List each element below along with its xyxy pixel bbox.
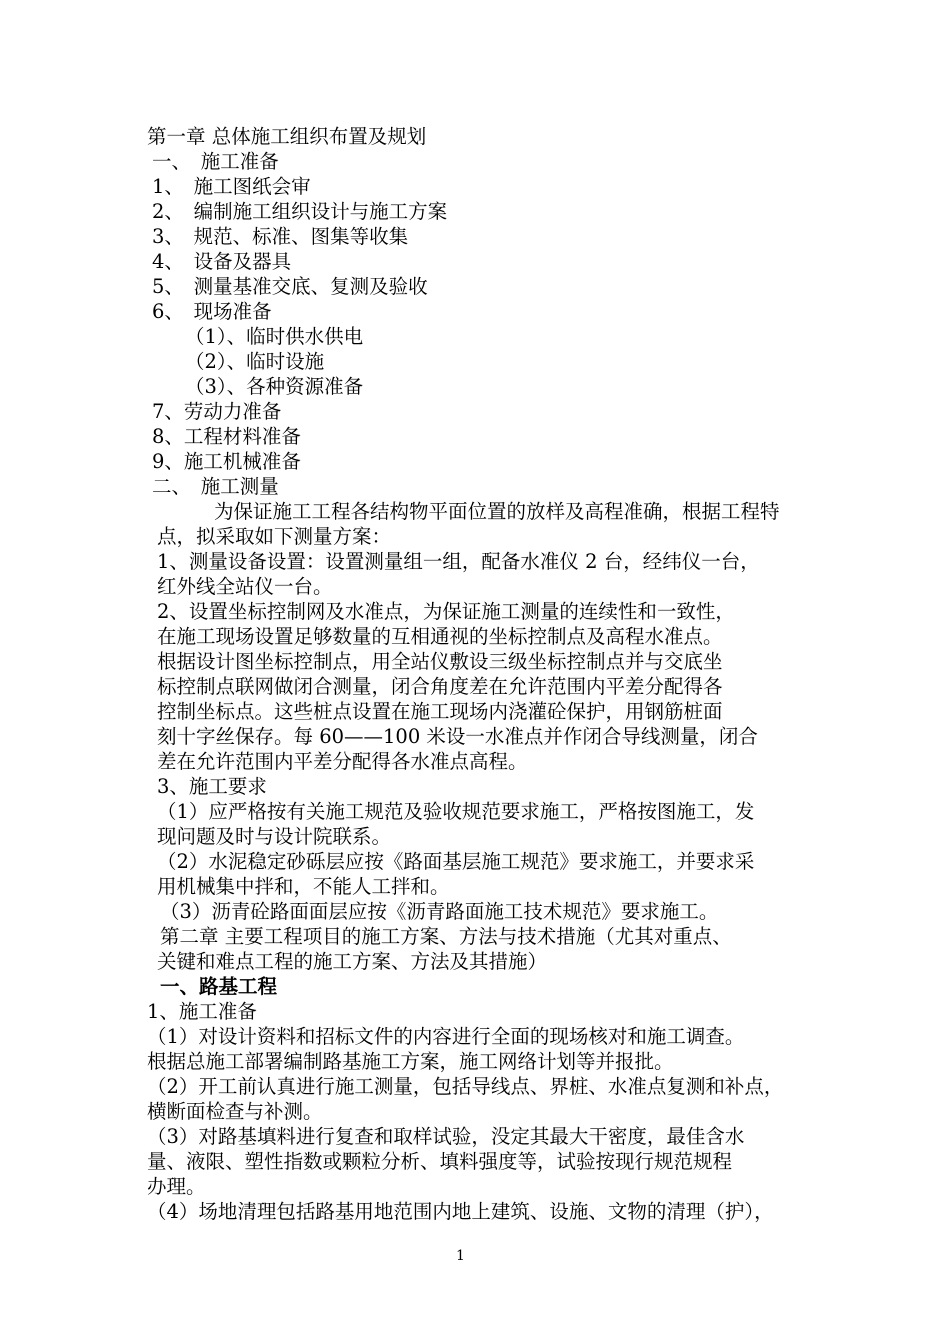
paragraph-line: 点，拟采取如下测量方案：: [157, 525, 392, 548]
chapter-1-title: 第一章 总体施工组织布置及规划: [147, 125, 427, 148]
paragraph-line: 红外线全站仪一台。: [157, 575, 333, 598]
paragraph-line: 量、液限、塑性指数或颗粒分析、填料强度等，试验按现行规范规程: [147, 1150, 733, 1173]
paragraph-line: 在施工现场设置足够数量的互相通视的坐标控制点及高程水准点。: [157, 625, 723, 648]
page-number: 1: [456, 1248, 465, 1264]
sub-list-item: （1）、临时供水供电: [185, 325, 364, 348]
list-item: 2、 编制施工组织设计与施工方案: [152, 200, 448, 223]
list-item: 1、 施工图纸会审: [152, 175, 311, 198]
paragraph-line: 标控制点联网做闭合测量，闭合角度差在允许范围内平差分配得各: [157, 675, 723, 698]
paragraph-line: 横断面检查与补测。: [147, 1100, 323, 1123]
list-item: 4、 设备及器具: [152, 250, 292, 273]
paragraph-line: 办理。: [147, 1175, 206, 1198]
paragraph-line: 用机械集中拌和，不能人工拌和。: [157, 875, 450, 898]
paragraph-line: 刻十字丝保存。每 60——100 米设一水准点并作闭合导线测量，闭合: [157, 725, 758, 748]
paragraph-line: （3）对路基填料进行复查和取样试验，没定其最大干密度，最佳含水: [147, 1125, 745, 1148]
section-heading: 一、路基工程: [160, 975, 278, 998]
paragraph-line: （1）对设计资料和招标文件的内容进行全面的现场核对和施工调查。: [147, 1025, 745, 1048]
subheading: 3、施工要求: [157, 775, 267, 798]
paragraph-line: 根据总施工部署编制路基施工方案，施工网络计划等并报批。: [147, 1050, 674, 1073]
paragraph-line: 为保证施工工程各结构物平面位置的放样及高程准确，根据工程特: [214, 500, 780, 523]
paragraph-line: 差在允许范围内平差分配得各水准点高程。: [157, 750, 528, 773]
paragraph-line: （2）开工前认真进行施工测量，包括导线点、界桩、水准点复测和补点，: [147, 1075, 784, 1098]
list-item: 6、 现场准备: [152, 300, 272, 323]
subheading: 1、施工准备: [147, 1000, 257, 1023]
chapter-2-title: 关键和难点工程的施工方案、方法及其措施）: [157, 950, 548, 973]
list-item: 8、工程材料准备: [152, 425, 301, 448]
paragraph-line: （3）沥青砼路面面层应按《沥青路面施工技术规范》要求施工。: [160, 900, 719, 923]
sub-list-item: （3）、各种资源准备: [185, 375, 364, 398]
list-item: 3、 规范、标准、图集等收集: [152, 225, 409, 248]
paragraph-line: （1）应严格按有关施工规范及验收规范要求施工，严格按图施工，发: [157, 800, 755, 823]
paragraph-line: 控制坐标点。这些桩点设置在施工现场内浇灌砼保护，用钢筋桩面: [157, 700, 723, 723]
section-1-heading: 一、 施工准备: [152, 150, 279, 173]
list-item: 9、施工机械准备: [152, 450, 301, 473]
list-item: 7、劳动力准备: [152, 400, 282, 423]
paragraph-line: 根据设计图坐标控制点，用全站仪敷设三级坐标控制点并与交底坐: [157, 650, 723, 673]
paragraph-line: 1、测量设备设置：设置测量组一组，配备水准仪 2 台，经纬仪一台，: [157, 550, 760, 573]
paragraph-line: 2、设置坐标控制网及水准点，为保证施工测量的连续性和一致性，: [157, 600, 735, 623]
sub-list-item: （2）、临时设施: [185, 350, 325, 373]
paragraph-line: （4）场地清理包括路基用地范围内地上建筑、设施、文物的清理（护），: [147, 1200, 774, 1223]
paragraph-line: （2）水泥稳定砂砾层应按《路面基层施工规范》要求施工，并要求采: [157, 850, 755, 873]
list-item: 5、 测量基准交底、复测及验收: [152, 275, 428, 298]
chapter-2-title: 第二章 主要工程项目的施工方案、方法与技术措施（尤其对重点、: [160, 925, 732, 948]
section-2-heading: 二、 施工测量: [152, 475, 279, 498]
paragraph-line: 现问题及时与设计院联系。: [157, 825, 392, 848]
